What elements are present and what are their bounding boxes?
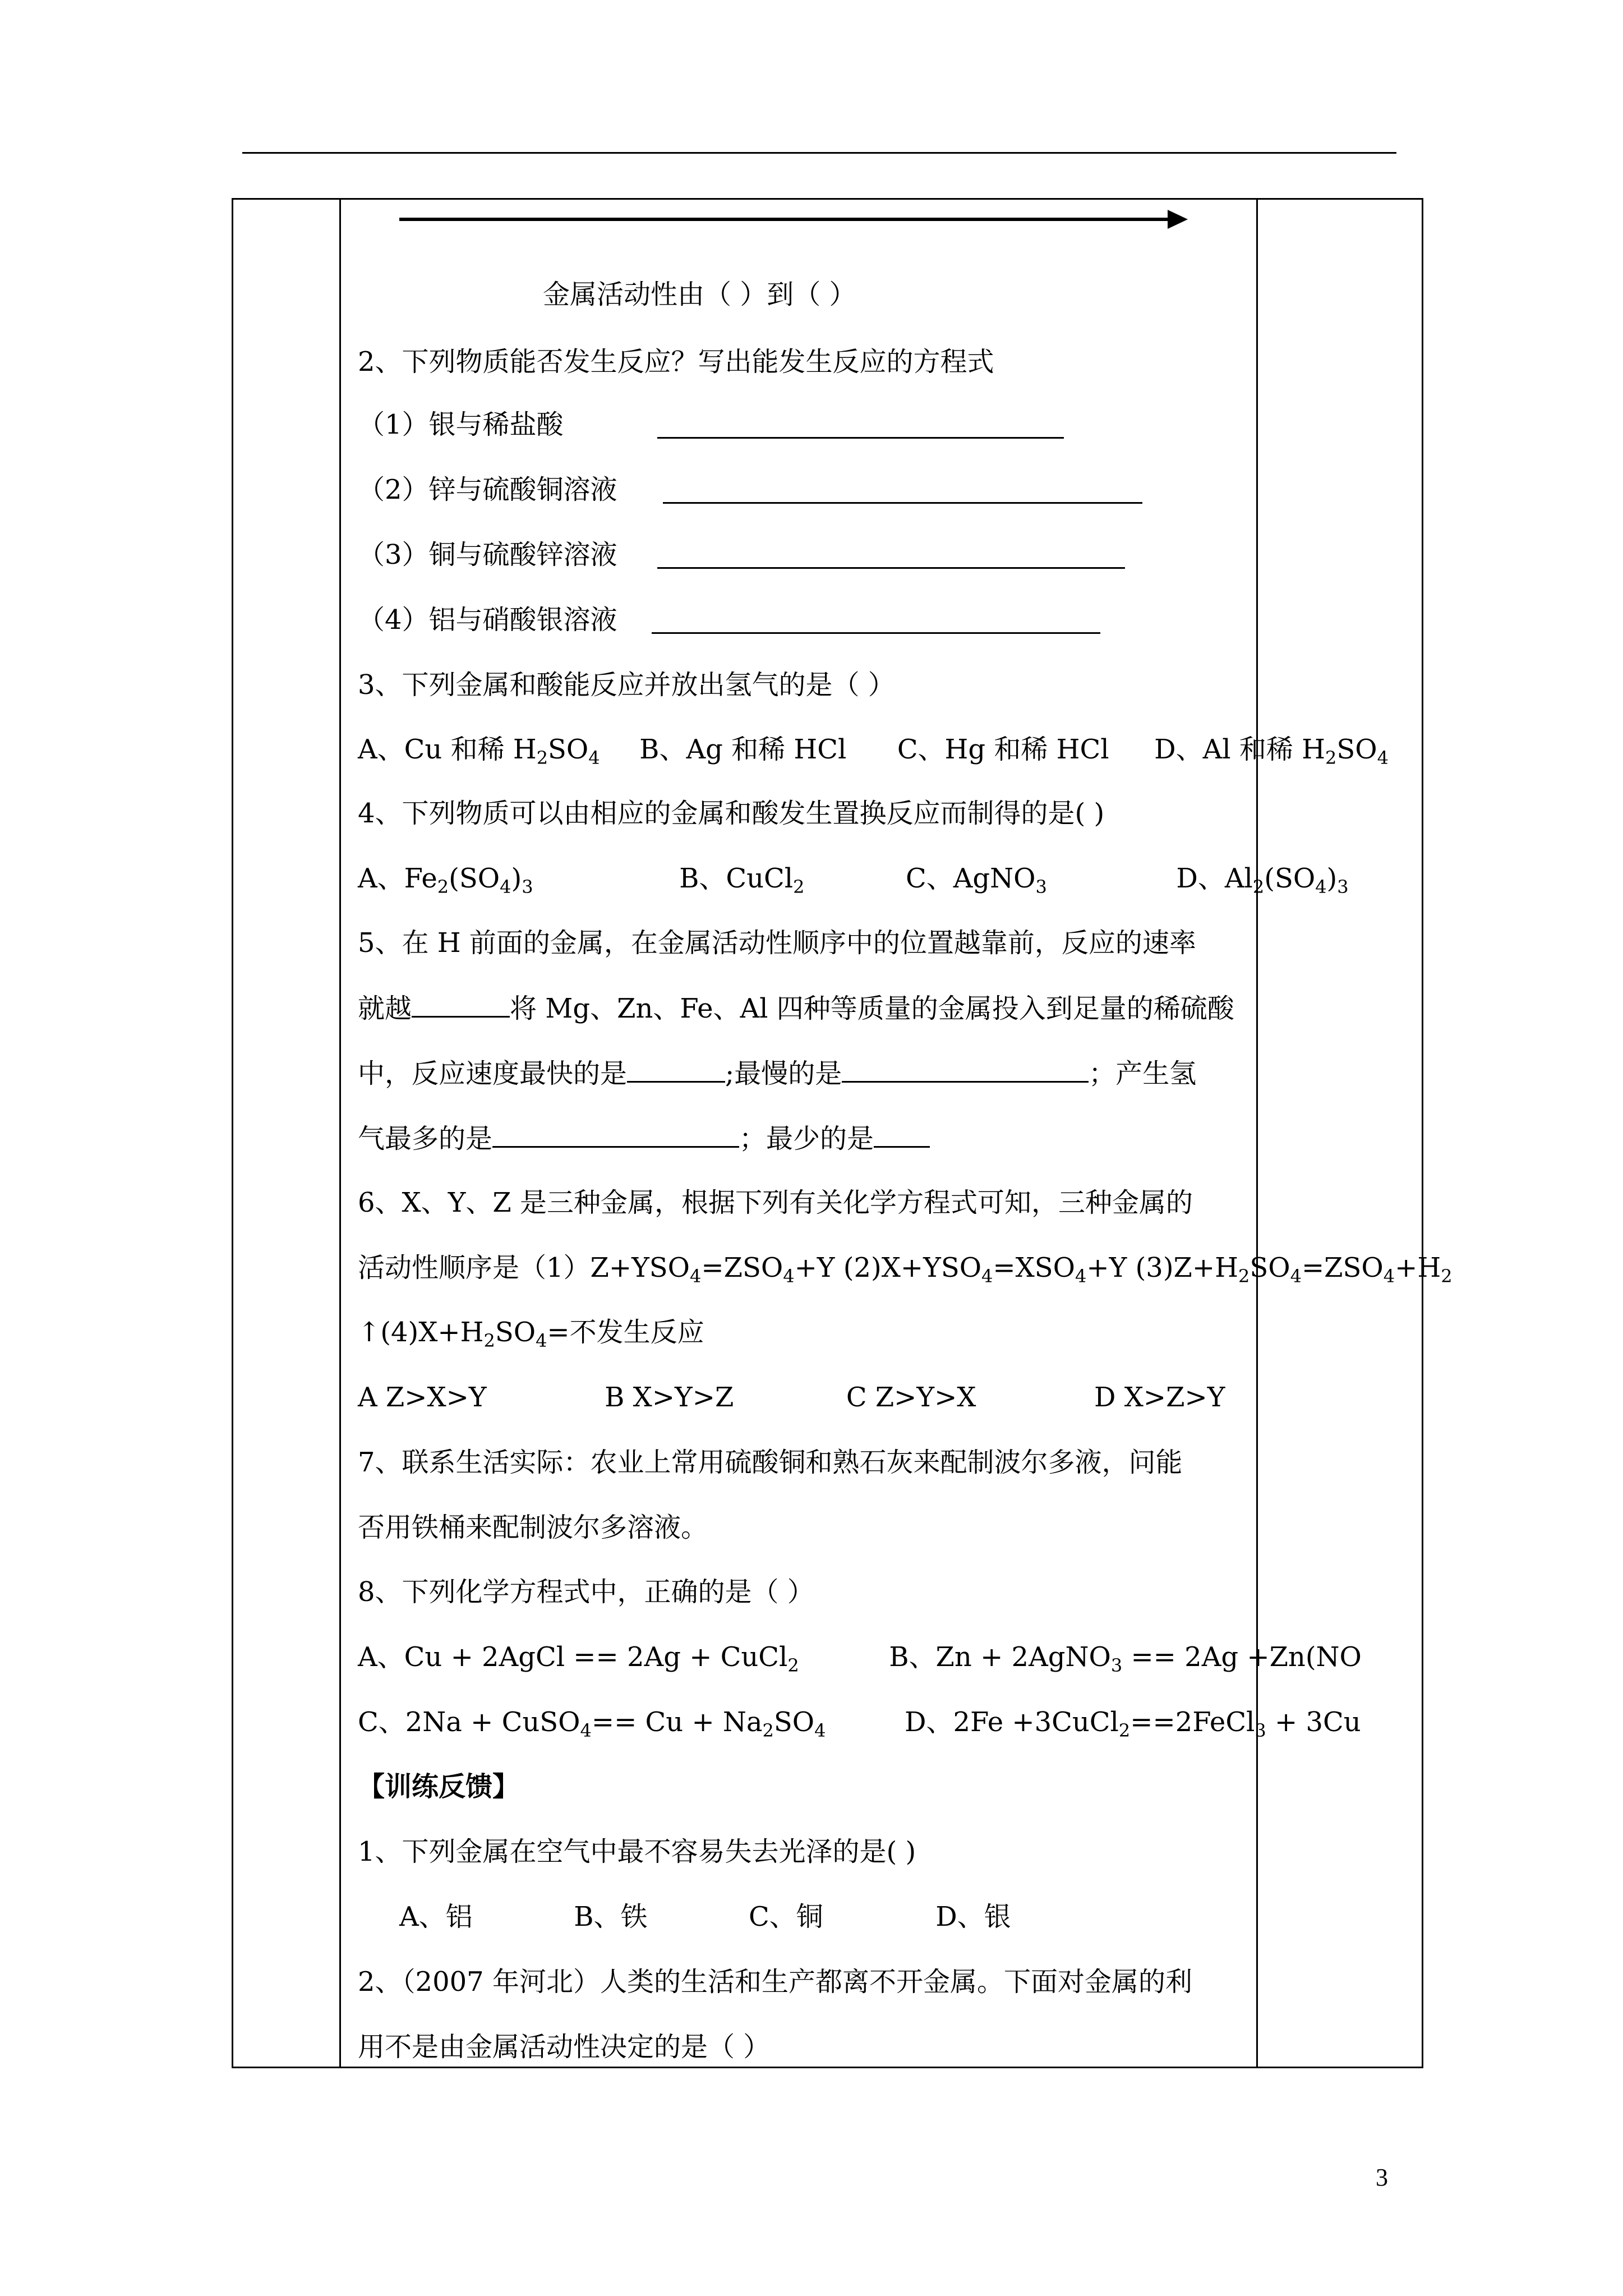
feedback-q1-prompt: 1、下列金属在空气中最不容易失去光泽的是( )	[358, 1836, 916, 1867]
q2-item-4	[358, 603, 617, 637]
q6-option-b[interactable]: B X>Y>Z	[605, 1382, 734, 1413]
q5-line-3-text-b: ;最慢的是	[725, 1058, 842, 1089]
q6-option-d[interactable]: D X>Z>Y	[1094, 1382, 1225, 1413]
q6-line-2: 活动性顺序是$(1)Z+YSO_4=ZSO_4+Y$ $(2)X+YSO_4=XSO_4+Y$ $(3)Z+H_2SO_4=ZSO_4+H_2$	[358, 1252, 1453, 1287]
q8-option-d[interactable]: D、2Fe +3CuCl$_2$==2FeCl$_3$ + 3Cu	[905, 1706, 1361, 1741]
q5-line-2	[358, 991, 1234, 1025]
q6-line-3: $↑(4)X+H_2SO_4=$不发生反应	[358, 1317, 704, 1351]
table-column-divider-left	[339, 198, 341, 2068]
q7-line-1: 7、联系生活实际：农业上常用硫酸铜和熟石灰来配制波尔多液，问能	[358, 1447, 1183, 1478]
q8-option-b[interactable]: B、Zn + 2AgNO$_3$ == 2Ag +Zn(NO	[889, 1641, 1362, 1676]
q5-blank-rate[interactable]	[412, 991, 510, 1018]
q3-prompt: 3、下列金属和酸能反应并放出氢气的是（ ）	[358, 669, 895, 701]
q5-blank-fastest[interactable]	[627, 1056, 725, 1083]
q2-item-2-label: （2）锌与硫酸铜溶液	[358, 474, 617, 505]
page-number: 3	[1376, 2164, 1388, 2191]
feedback-q2-line-2: 用不是由金属活动性决定的是（ ）	[358, 2031, 771, 2063]
q7-line-2: 否用铁桶来配制波尔多溶液。	[358, 1512, 708, 1543]
q5-line-4-text-a: 气最多的是	[358, 1123, 493, 1154]
q6-option-c[interactable]: C Z>Y>X	[846, 1382, 976, 1413]
activity-arrow-head	[1168, 210, 1188, 229]
feedback-q1-option-a[interactable]: A、铝	[399, 1901, 473, 1932]
feedback-q1-option-b[interactable]: B、铁	[574, 1901, 648, 1932]
q2-item-4-answer-blank[interactable]	[652, 608, 1100, 634]
q4-option-a[interactable]: A、$Fe_2(SO_4)_3$	[358, 863, 533, 898]
feedback-q1-option-d[interactable]: D、银	[935, 1901, 1011, 1932]
q6-line-2-wrap	[358, 1251, 1453, 1287]
q2-item-1-answer-blank[interactable]	[657, 412, 1064, 439]
q4-prompt: 4、下列物质可以由相应的金属和酸发生置换反应而制得的是( )	[358, 798, 1105, 829]
q3-option-b[interactable]: B、Ag 和稀 HCl	[639, 734, 847, 765]
q6-option-a[interactable]: A Z>X>Y	[358, 1382, 487, 1413]
q5-line-1: 5、在 H 前面的金属，在金属活动性顺序中的位置越靠前，反应的速率	[358, 927, 1196, 959]
q3-option-d[interactable]: D、Al 和稀 $H_2SO_4$	[1154, 734, 1389, 769]
q8-prompt: 8、下列化学方程式中，正确的是（ ）	[358, 1576, 814, 1608]
table-column-divider-right	[1256, 198, 1258, 2068]
q5-line-3-text-a: 中，反应速度最快的是	[358, 1058, 628, 1089]
q5-blank-most-hydrogen[interactable]	[492, 1121, 739, 1148]
q3-option-c[interactable]: C、Hg 和稀 HCl	[897, 734, 1109, 765]
q3-options	[358, 733, 1389, 769]
q4-options	[358, 862, 1349, 898]
q5-line-2-text-b: 将 Mg、Zn、Fe、Al 四种等质量的金属投入到足量的稀硫酸	[510, 993, 1234, 1024]
q5-line-4-text-b: ；最少的是	[739, 1123, 874, 1154]
activity-arrow	[399, 218, 1173, 221]
feedback-heading: 【训练反馈】	[358, 1771, 520, 1802]
q5-line-4	[358, 1121, 930, 1156]
q5-line-3	[358, 1056, 1196, 1091]
feedback-q2-line-1: 2、（2007 年河北）人类的生活和生产都离不开金属。下面对金属的利	[358, 1966, 1192, 1998]
header-rule	[242, 152, 1396, 154]
q2-item-3-label: （3）铜与硫酸锌溶液	[358, 539, 617, 570]
q2-prompt: 2、下列物质能否发生反应？写出能发生反应的方程式	[358, 346, 994, 378]
arrow-caption: 金属活动性由（ ）到（ ）	[543, 279, 856, 310]
q2-item-3-answer-blank[interactable]	[657, 542, 1125, 569]
q6-options	[358, 1381, 1225, 1414]
q8-options-row-1	[358, 1640, 1362, 1674]
q2-item-2	[358, 473, 617, 507]
q8-option-c[interactable]: C、2Na + CuSO$_4$== $Cu + Na_2SO_4$	[358, 1706, 826, 1741]
feedback-q1-option-c[interactable]: C、铜	[749, 1901, 823, 1932]
q5-blank-least-hydrogen[interactable]	[874, 1121, 930, 1148]
q2-item-1-label: （1）银与稀盐酸	[358, 409, 564, 440]
q3-option-a[interactable]: A、Cu 和稀 $H_2SO_4$	[358, 734, 600, 769]
q5-line-2-text-a: 就越	[358, 993, 412, 1024]
q4-option-b[interactable]: B、CuCl$_2$	[679, 863, 805, 898]
q4-option-d[interactable]: D、$Al_2(SO_4)_3$	[1176, 863, 1349, 898]
q5-blank-slowest[interactable]	[842, 1056, 1089, 1083]
q4-option-c[interactable]: C、AgNO$_3$	[905, 863, 1047, 898]
q5-line-3-text-c: ；产生氢	[1089, 1058, 1197, 1089]
q8-option-a[interactable]: A、Cu + 2AgCl == 2Ag + CuCl$_2$	[358, 1641, 799, 1676]
q2-item-2-answer-blank[interactable]	[663, 477, 1142, 504]
q2-item-4-label: （4）铝与硝酸银溶液	[358, 604, 617, 636]
q8-options-row-1-wrap	[358, 1640, 1362, 1676]
q6-line-1: 6、X、Y、Z 是三种金属，根据下列有关化学方程式可知，三种金属的	[358, 1187, 1193, 1218]
q2-item-3	[358, 538, 617, 572]
feedback-q1-options	[399, 1900, 1011, 1934]
q2-item-1	[358, 408, 564, 441]
q8-options-row-2	[358, 1705, 1361, 1739]
